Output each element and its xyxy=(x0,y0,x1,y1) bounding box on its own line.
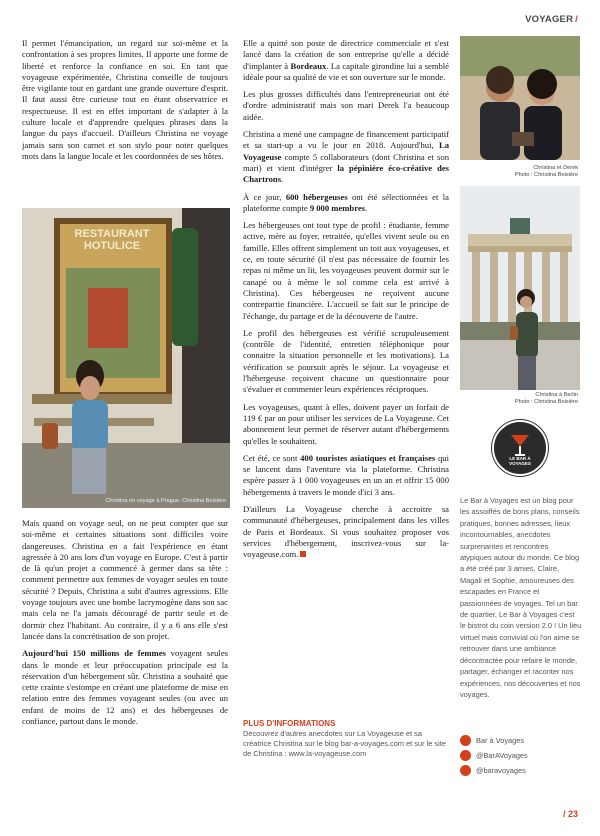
section-slash: / xyxy=(575,14,578,25)
paragraph xyxy=(243,192,449,215)
paragraph-text: qui se lancent dans l'aventure via la plateforme. Christina espère passer à 1 000 voyageuses en un an et offrir 15 000 hébergements à travers le monde d'ici 3 ans. xyxy=(243,452,449,497)
paragraph xyxy=(243,38,449,83)
paragraph: Le profil des hébergeuses est vérifié scrupuleusement (contrôle de l'identité, entretien téléphonique pour connaitre la situation personnelle et les motivations). La vérification se poursuit après le séjour. La voyageuse et l'hébergeuse reçoivent chacune un questionnaire pour s'évaluer et commenter leurs expériences réciproques. xyxy=(243,327,449,395)
bar-a-voyages-logo xyxy=(492,420,548,476)
caption-line: Christina à Berlin xyxy=(535,392,578,398)
paragraph-text: Christina a mené une campagne de financement participatif et sa start-up a vu le jour en 2018. Aujourd'hui, xyxy=(243,129,449,151)
paragraph-text: voyagent seules dans le monde et leur préoccupation principale est la réservation d'un hébergement sûr. Christina a souhaité que cette crainte s'estompe en créant une plateforme de mise en relation entre des femmes voyageant seules (ou avec un enfant de moins de 12 ans) et des hébergeuses de confiance, partout dans le monde. xyxy=(22,648,228,727)
paragraph-text: ont été sélectionnées et la plateforme compte xyxy=(243,191,449,213)
social-twitter[interactable] xyxy=(460,750,582,761)
paragraph-text: À ce jour, xyxy=(243,191,286,202)
social-label: @BarAVoyages xyxy=(476,751,528,760)
highlight: 600 hébergeuses xyxy=(285,191,348,202)
photo-berlin xyxy=(460,186,580,390)
highlight: Bordeaux xyxy=(290,60,327,71)
photo-couple xyxy=(460,36,580,160)
paragraph-text: . xyxy=(281,174,284,185)
photo-prague-illustration xyxy=(22,208,230,508)
paragraph: Il permet l'émancipation, un regard sur soi-même et la confrontation à ses propres limites. Il apporte une forme de liberté et renforce la confiance en soi. En tant que voyageuse expérimentée, Christina conseille de toujours être vigilante tout en gardant une grande ouverture d'esprit. Il faut aussi être curieuse tout en étant observatrice et respectueuse. Il est en effet important de s'adapter à la culture locale et d'apprendre quelques phrases dans la langue du pays d'accueil. D'ailleurs Christina ne voyage jamais sans son carnet et son stylo pour noter quelques mots dans la langue locale et les coordonnées de ses hôtes. xyxy=(22,38,228,161)
end-mark xyxy=(300,551,306,557)
facebook-icon xyxy=(460,735,471,746)
highlight: 400 touristes asiatiques et françaises xyxy=(300,452,436,463)
sidebar-text: Le Bar à Voyages est un blog pour les assoiffés de bons plans, conseils pratiques, bonnes adresses, lieux incontournables, anecdotes surprenantes et rencontres atypiques autour du monde. Ce blog a été créé par 3 amies, Claire, Magali et Sophie, amoureuses des escapades en France et passionnées de voyages. Tel un bar de quartier, Le Bar à Voyages c'est le bistrot du coin version 2.0 ! Un lieu virtuel mais convivial où l'on aime se retrouver dans une ambiance décontractée pour refaire le monde, partager, échanger et raconter nos expériences, nos découvertes et nos voyages. xyxy=(460,496,582,699)
social-facebook[interactable] xyxy=(460,735,582,746)
paragraph-text: D'ailleurs La Voyageuse cherche à accroitre sa communauté d'hébergeuses, principalement dans les villes de Paris et Bordeaux. Si vous souhaitez proposer vos services d'hébergement, inscrivez-vous sur la-voyageuse.com. xyxy=(243,503,449,560)
caption-line: Photo : Christina Boisière xyxy=(514,172,578,178)
photo-berlin-illustration xyxy=(460,186,580,390)
paragraph xyxy=(243,453,449,498)
more-info-heading: PLUS D'INFORMATIONS xyxy=(243,719,336,728)
photo-caption: Christina en voyage à Prague. Christina Boisière xyxy=(105,498,226,504)
page-number: / 23 xyxy=(562,809,578,819)
more-info-text: Découvrez d'autres anecdotes sur La Voyageuse et sa créatrice Christina sur le blog bar-a-voyages.com et sur le site de Christina : www.la-voyageuse.com xyxy=(243,729,446,758)
paragraph: Les plus grosses difficultés dans l'entrepreneuriat ont été d'ordre administratif mais son mari Derek l'a beaucoup aidée. xyxy=(243,89,449,122)
caption-line: Photo : Christina Boisière xyxy=(514,399,578,405)
paragraph: Les voyageuses, quant à elles, doivent payer un forfait de 119 € par an pour utiliser les services de La Voyageuse. Cet abonnement leur permet de réserver autant d'hébergements qu'elles le souhaitent. xyxy=(243,401,449,446)
article-column-1 xyxy=(22,38,228,168)
photo-couple-illustration xyxy=(460,36,580,160)
highlight: Aujourd'hui 150 millions de femmes xyxy=(22,648,166,659)
sign-title: RESTAURANT HOTULICE xyxy=(74,228,150,252)
paragraph xyxy=(243,504,449,560)
paragraph-text: compte 5 collaborateurs (dont Christina et son mari) et vient d'intégrer xyxy=(243,151,449,173)
cocktail-glass-icon xyxy=(494,422,546,474)
caption-couple xyxy=(460,165,578,179)
caption-berlin xyxy=(460,392,578,406)
highlight: la pépinière éco-créative des Chartrons xyxy=(243,162,450,185)
paragraph-text: . La capitale girondine lui a semblé idéale pour sa qualité de vie et son ouverture sur le monde. xyxy=(243,60,449,82)
section-header xyxy=(525,14,578,25)
social-instagram[interactable] xyxy=(460,765,582,776)
twitter-icon xyxy=(460,750,471,761)
instagram-icon xyxy=(460,765,471,776)
sidebar-blog-description xyxy=(460,495,582,700)
highlight: La Voyageuse xyxy=(243,140,449,162)
caption-line: Christina et Derek xyxy=(533,165,578,171)
paragraph xyxy=(22,648,228,727)
social-label: @baravoyages xyxy=(476,766,526,775)
highlight: 9 000 membres xyxy=(309,202,366,213)
social-label: Bar à Voyages xyxy=(476,736,525,745)
more-info-box xyxy=(243,719,449,759)
paragraph xyxy=(243,129,449,185)
section-title: VOYAGER xyxy=(525,14,574,25)
article-column-2 xyxy=(243,38,449,566)
paragraph: Mais quand on voyage seul, on ne peut compter que sur soi-même et certaines situations sont difficiles voire dangereuses. Christina en a fait l'expérience en étant agressée à 20 ans lors d'un voyage en Europe. C'est à partir de là qu'un projet a commencé à germer dans sa tête : comment permettre aux femmes de voyager seules en toute sécurité ? Depuis, Christina a subi d'autres agressions. Elle voyage toujours avec une bombe lacrymogène dans son sac mais cela ne l'a jamais découragé de partir seule et de dormir chez l'habitant. Au contraire, il y a 6 ans elle s'est lancée dans la concrétisation de son projet. xyxy=(22,518,228,641)
paragraph: Les hébergeuses ont tout type de profil : étudiante, femme active, mère au foyer, retraitée, qu'elles vivent seule ou en famille. Elles offrent simplement un toit aux voyageuses, et ce, en toute sécurité (il n'est pas nécessaire de fournir les repas ni même un lit, les voyageuses peuvent dormir sur le canapé ou à même le sol comme cela est arrivé à Christina). Ces hébergeuses ne reçoivent aucune contrepartie financière. L'accueil se fait sur le principe de l'échange, du partage et de la découverte de l'autre. xyxy=(243,220,449,321)
paragraph-text: . xyxy=(365,202,368,213)
paragraph-text: Cet été, ce sont xyxy=(243,452,301,463)
paragraph-text: Elle a quitté son poste de directrice commerciale et s'est lancé dans la création de son entreprise qu'elle a décidé d'implanter à xyxy=(243,38,449,71)
article-column-1-lower xyxy=(22,518,228,733)
logo-text: LE BAR À VOYAGES xyxy=(509,456,531,466)
photo-prague xyxy=(22,208,230,508)
